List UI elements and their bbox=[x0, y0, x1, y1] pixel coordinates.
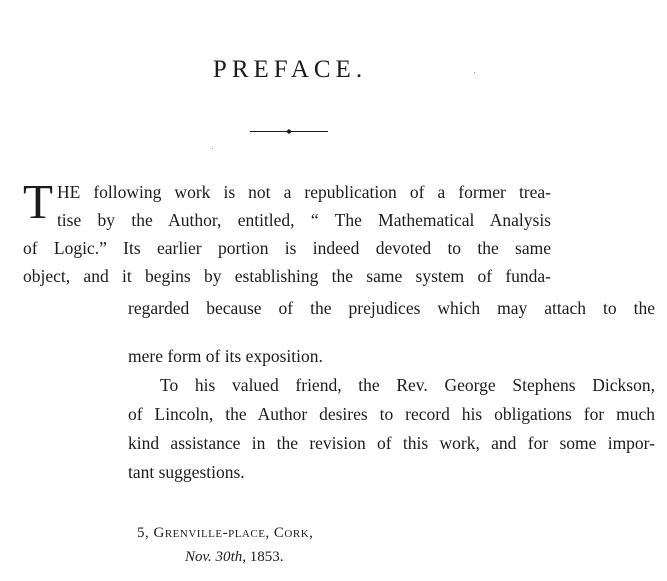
preface-paragraph-1 bbox=[23, 174, 551, 286]
text-line: To his valued friend, the Rev. George Stephens Dickson, bbox=[160, 375, 655, 395]
date-month-day: Nov. 30 bbox=[185, 549, 231, 565]
date-year: , 1853. bbox=[242, 549, 284, 565]
text-line: mere form of its exposition. bbox=[128, 346, 323, 366]
text-line: HE following work is not a republication of a former trea- bbox=[56, 182, 551, 202]
date-ordinal: th bbox=[230, 549, 243, 565]
text-line: object, and it begins by establishing the same system of funda- bbox=[23, 266, 551, 286]
signature-address: 5, Grenville-place, Cork, bbox=[137, 525, 314, 541]
signature-date bbox=[137, 545, 313, 569]
drop-cap: T bbox=[23, 174, 53, 229]
text-line: regarded because of the prejudices which may attach to the bbox=[128, 298, 655, 318]
text-line: of Lincoln, the Author desires to record his obligations for much bbox=[128, 404, 655, 424]
paper-speck bbox=[212, 148, 213, 149]
page-title: PREFACE. bbox=[212, 56, 368, 83]
text-line: tant suggestions. bbox=[128, 462, 245, 482]
signature-block bbox=[137, 521, 313, 569]
ornament-divider bbox=[250, 129, 328, 132]
text-line: kind assistance in the revision of this work, and for some impor- bbox=[128, 433, 655, 453]
preface-paragraph-2 bbox=[128, 342, 655, 487]
text-line: tise by the Author, entitled, “ The Mathematical Analysis bbox=[56, 210, 551, 230]
text-line: of Logic.” Its earlier portion is indeed devoted to the same bbox=[23, 238, 551, 258]
cropped-line-fragment bbox=[128, 298, 655, 332]
paper-speck bbox=[474, 72, 475, 73]
